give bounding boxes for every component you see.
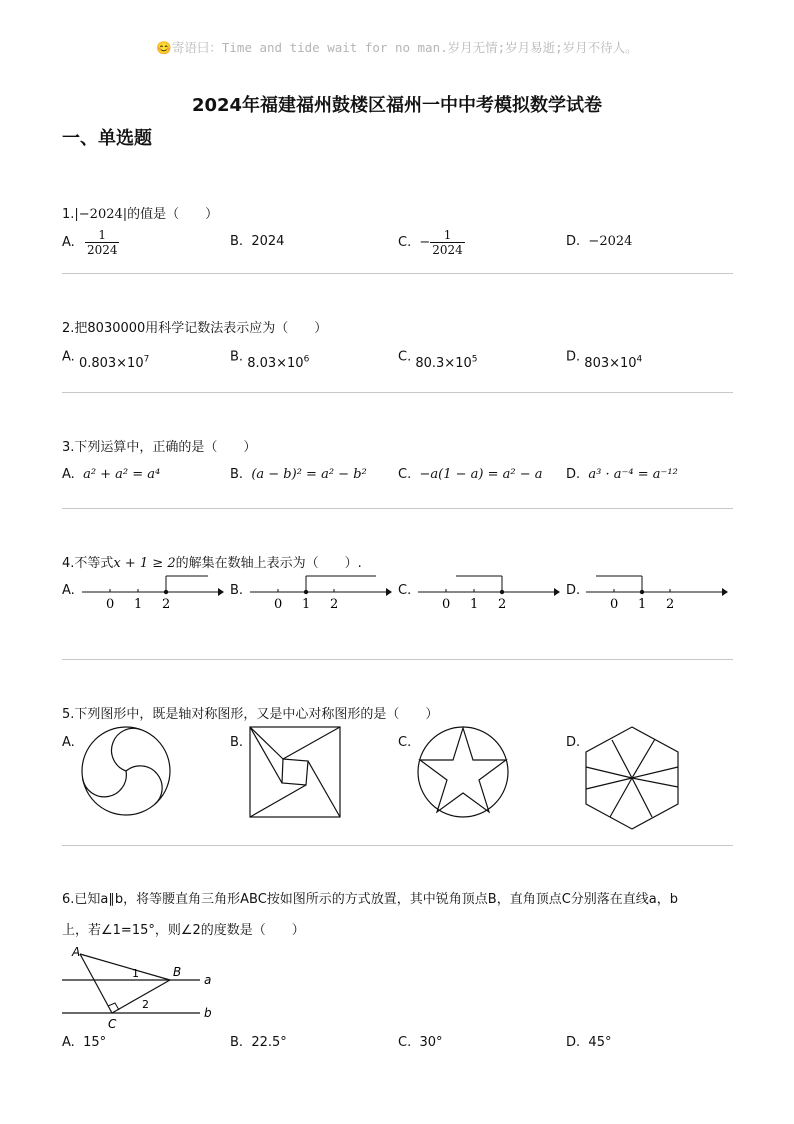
tick-label: 1 xyxy=(470,597,479,612)
tick-label: 2 xyxy=(162,597,171,612)
q1-option-d[interactable]: D. −2024 xyxy=(566,234,633,249)
q1-stem: 1.|−2024|的值是（ ） xyxy=(62,207,219,222)
q4-option-d-number-line[interactable] xyxy=(582,570,728,612)
divider xyxy=(62,273,733,274)
q6-stem-line1: 6.已知a∥b，将等腰直角三角形ABC按如图所示的方式放置，其中锐角顶点B，直角顶点C分别落在直线a，b xyxy=(62,892,678,907)
q3-option-d[interactable]: D. a³ · a⁻⁴ = a⁻¹² xyxy=(566,467,678,482)
q4-option-c-number-line[interactable] xyxy=(414,570,560,612)
q2-option-c[interactable]: C. $80.3\times 10^5$ xyxy=(398,349,478,372)
q6-triangle-figure xyxy=(62,942,222,1032)
q4-option-a-number-line[interactable] xyxy=(78,570,224,612)
q4-option-b-label[interactable]: B. xyxy=(230,583,244,598)
q5-option-b-square-figure[interactable] xyxy=(248,725,342,819)
tick-label: 1 xyxy=(638,597,647,612)
q5-option-a-pinwheel-circle-figure[interactable] xyxy=(80,725,172,817)
divider xyxy=(62,508,733,509)
vertex-c-label: C xyxy=(108,1017,117,1031)
q5-option-c-star-in-circle-figure[interactable] xyxy=(416,725,510,819)
q4-option-b-number-line[interactable] xyxy=(246,570,392,612)
q6-option-c[interactable]: C. 30° xyxy=(398,1035,443,1050)
q1-option-a[interactable]: A. $\frac{1}{2024}$ xyxy=(62,228,118,257)
q3-stem: 3.下列运算中，正确的是（ ） xyxy=(62,440,257,455)
tick-label: 0 xyxy=(442,597,451,612)
vertex-b-label: B xyxy=(173,965,182,979)
q4-stem: 4.不等式x + 1 ≥ 2的解集在数轴上表示为（ ）. xyxy=(62,556,362,571)
q5-option-d-label[interactable]: D. xyxy=(566,735,581,750)
tick-label: 0 xyxy=(274,597,283,612)
q4-option-d-label[interactable]: D. xyxy=(566,583,581,598)
line-b-label: b xyxy=(204,1006,212,1020)
q4-option-a-label[interactable]: A. xyxy=(62,583,75,598)
motto-text: 😊寄语曰：Time and tide wait for no man.岁月无情;岁月易逝;岁月不待人。 xyxy=(156,40,638,55)
q2-option-a[interactable]: A. $0.803\times 10^7$ xyxy=(62,349,150,372)
q2-stem: 2.把8030000用科学记数法表示应为（ ） xyxy=(62,321,328,336)
q5-option-d-hexagon-figure[interactable] xyxy=(582,725,682,831)
vertex-a-label: A xyxy=(72,945,81,959)
q4-option-c-label[interactable]: C. xyxy=(398,583,412,598)
q5-option-a-label[interactable]: A. xyxy=(62,735,75,750)
tick-label: 1 xyxy=(134,597,143,612)
q6-stem-line2: 上，若∠1=15°，则∠2的度数是（ ） xyxy=(62,923,305,938)
tick-label: 0 xyxy=(610,597,619,612)
q5-option-b-label[interactable]: B. xyxy=(230,735,244,750)
page-title: 2024年福建福州鼓楼区福州一中中考模拟数学试卷 xyxy=(191,95,603,116)
section-heading: 一、单选题 xyxy=(62,128,152,149)
q6-option-b[interactable]: B. 22.5° xyxy=(230,1035,287,1050)
q3-option-c[interactable]: C. −a(1 − a) = a² − a xyxy=(398,467,543,482)
divider xyxy=(62,845,733,846)
tick-label: 2 xyxy=(498,597,507,612)
q6-option-d[interactable]: D. 45° xyxy=(566,1035,612,1050)
q1-option-c[interactable]: C. − $\frac{1}{2024}$ xyxy=(398,228,463,257)
q2-option-d[interactable]: D. $803\times 10^4$ xyxy=(566,349,643,372)
tick-label: 2 xyxy=(330,597,339,612)
tick-label: 2 xyxy=(666,597,675,612)
q5-option-c-label[interactable]: C. xyxy=(398,735,412,750)
q6-option-a[interactable]: A. 15° xyxy=(62,1035,107,1050)
q1-option-b[interactable]: B. 2024 xyxy=(230,234,285,249)
angle-1-label: 1 xyxy=(132,967,139,980)
q3-option-a[interactable]: A. a² + a² = a⁴ xyxy=(62,467,161,482)
tick-label: 0 xyxy=(106,597,115,612)
q5-stem: 5.下列图形中，既是轴对称图形，又是中心对称图形的是（ ） xyxy=(62,707,439,722)
divider xyxy=(62,659,733,660)
divider xyxy=(62,392,733,393)
angle-2-label: 2 xyxy=(142,998,149,1011)
q2-option-b[interactable]: B. $8.03\times 10^6$ xyxy=(230,349,310,372)
tick-label: 1 xyxy=(302,597,311,612)
q3-option-b[interactable]: B. (a − b)² = a² − b² xyxy=(230,467,367,482)
line-a-label: a xyxy=(204,973,212,987)
